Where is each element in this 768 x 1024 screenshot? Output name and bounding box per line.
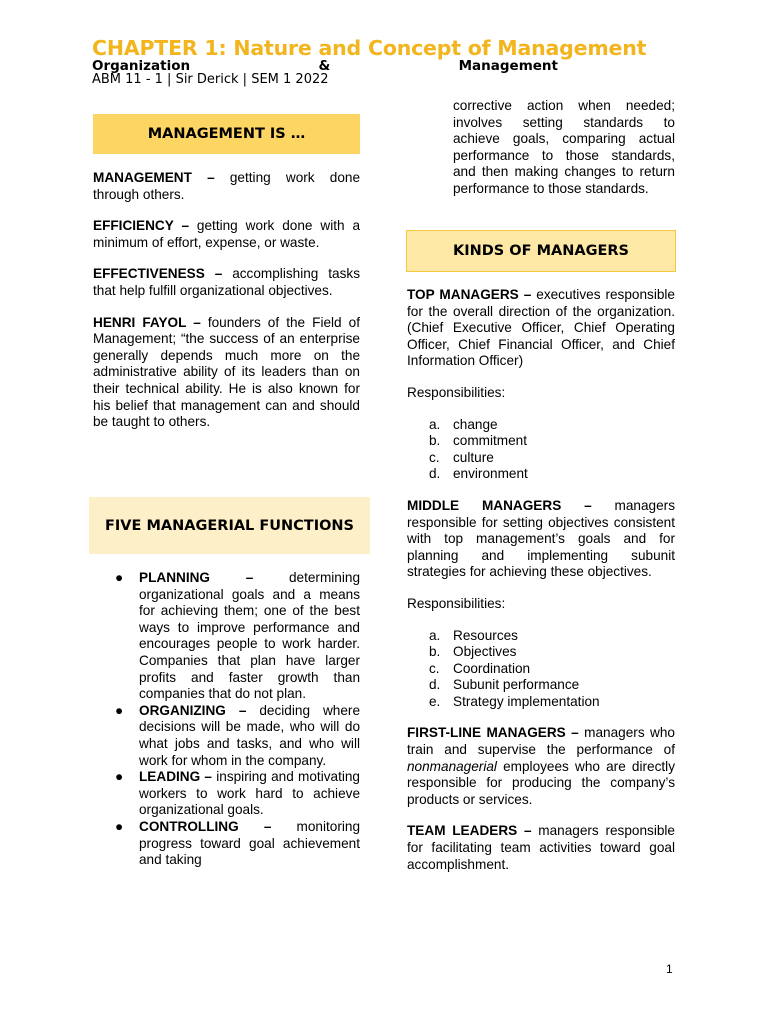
subtitle-management: Management bbox=[458, 58, 558, 74]
definition-text: accomplishing tasks that help fulfill organizational objectives. bbox=[93, 266, 360, 298]
list-item-text: Strategy implementation bbox=[453, 693, 600, 709]
definition-henri-fayol bbox=[93, 315, 360, 431]
heading-management-is: MANAGEMENT IS … bbox=[93, 114, 360, 154]
right-column-kinds bbox=[407, 287, 675, 888]
team-leaders-term: TEAM LEADERS – bbox=[407, 823, 532, 839]
first-line-text-end: employees who are directly responsible for producing the company’s products or services. bbox=[407, 758, 675, 807]
course-meta: ABM 11 - 1 | Sir Derick | SEM 1 2022 bbox=[92, 72, 329, 87]
list-item bbox=[407, 466, 675, 483]
list-item-text: environment bbox=[453, 466, 528, 482]
list-marker: b. bbox=[429, 644, 441, 660]
list-item bbox=[407, 450, 675, 467]
definition-term: HENRI FAYOL – bbox=[93, 314, 201, 330]
list-item-text: Resources bbox=[453, 627, 518, 643]
top-responsibilities-list bbox=[407, 417, 675, 483]
function-term: LEADING – bbox=[139, 769, 212, 785]
bullet-icon: ● bbox=[115, 818, 124, 834]
function-leading bbox=[93, 769, 360, 819]
definition-text: getting work done with a minimum of effort, expense, or waste. bbox=[93, 218, 361, 250]
functions-block bbox=[93, 570, 360, 869]
list-marker: e. bbox=[429, 693, 441, 709]
function-organizing bbox=[93, 703, 360, 769]
list-marker: d. bbox=[429, 466, 441, 482]
team-leaders-text: managers responsible for facilitating team activities toward goal accomplishment. bbox=[407, 823, 675, 872]
list-marker: c. bbox=[429, 660, 440, 676]
list-item bbox=[407, 433, 675, 450]
first-line-emphasis: nonmanagerial bbox=[407, 758, 497, 774]
list-marker: d. bbox=[429, 677, 441, 693]
bullet-icon: ● bbox=[115, 570, 124, 585]
list-item-text: change bbox=[453, 416, 498, 432]
function-text: determining organizational goals and a means for achieving them; one of the best ways to improve performance and encourages people to work harder. Companies that plan have larger profits and faster growth than companies that do not plan. bbox=[139, 570, 361, 702]
page-number: 1 bbox=[666, 962, 673, 976]
subtitle-organization: Organization bbox=[92, 58, 191, 74]
function-text: monitoring progress toward goal achievement and taking bbox=[139, 818, 361, 868]
function-term: PLANNING – bbox=[139, 570, 254, 585]
responsibilities-label: Responsibilities: bbox=[407, 595, 506, 611]
middle-responsibilities-list bbox=[407, 628, 675, 711]
list-item bbox=[407, 677, 675, 694]
first-line-term: FIRST-LINE MANAGERS – bbox=[407, 725, 579, 741]
list-marker: b. bbox=[429, 433, 441, 449]
responsibilities-label: Responsibilities: bbox=[407, 384, 506, 400]
middle-managers-text: managers responsible for setting objectives consistent with top management’s goals and for planning and implementing subunit strategies for achieving these objectives. bbox=[407, 497, 675, 580]
right-column-continuation bbox=[407, 98, 675, 213]
subtitle-ampersand: & bbox=[318, 58, 331, 74]
left-column bbox=[93, 170, 360, 446]
function-text: deciding where decisions will be made, who will do what jobs and tasks, and who will work for whom in the company. bbox=[139, 702, 361, 768]
middle-managers-term: MIDDLE MANAGERS – bbox=[407, 497, 592, 513]
list-item-text: Objectives bbox=[453, 644, 517, 660]
definition-term: MANAGEMENT – bbox=[93, 170, 215, 185]
list-item-text: Coordination bbox=[453, 660, 531, 676]
function-term: CONTROLLING – bbox=[139, 818, 272, 834]
list-marker: c. bbox=[429, 449, 440, 465]
top-managers-text: executives responsible for the overall direction of the organization. (Chief Executive Officer, Chief Operating Officer, Chief Financial Officer, and Chief Information Officer) bbox=[407, 287, 675, 369]
top-managers-term: TOP MANAGERS – bbox=[407, 287, 532, 302]
heading-kinds-of-managers: KINDS OF MANAGERS bbox=[406, 230, 676, 272]
list-item-text: Subunit performance bbox=[453, 677, 580, 693]
first-line-managers bbox=[407, 725, 675, 808]
list-item-text: commitment bbox=[453, 433, 528, 449]
definition-efficiency bbox=[93, 218, 360, 251]
function-controlling bbox=[93, 819, 360, 869]
list-marker: a. bbox=[429, 627, 441, 643]
bullet-icon: ● bbox=[115, 702, 124, 718]
team-leaders bbox=[407, 823, 675, 873]
list-item-text: culture bbox=[453, 449, 494, 465]
list-item bbox=[407, 661, 675, 678]
definition-term: EFFECTIVENESS – bbox=[93, 266, 223, 282]
definition-text: getting work done through others. bbox=[93, 170, 361, 202]
bullet-icon: ● bbox=[115, 769, 124, 785]
definition-management bbox=[93, 170, 360, 203]
middle-managers bbox=[407, 498, 675, 581]
list-item bbox=[407, 644, 675, 661]
function-text: inspiring and motivating workers to work hard to achieve organizational goals. bbox=[139, 769, 360, 818]
function-term: ORGANIZING – bbox=[139, 702, 247, 718]
function-planning bbox=[93, 570, 360, 703]
definition-effectiveness bbox=[93, 266, 360, 299]
list-item bbox=[407, 628, 675, 645]
chapter-title: CHAPTER 1: Nature and Concept of Management bbox=[92, 36, 647, 60]
heading-five-functions: FIVE MANAGERIAL FUNCTIONS bbox=[89, 497, 370, 554]
controlling-continuation: corrective action when needed; involves setting standards to achieve goals, comparing actual performance to those standards, and then making changes to return performance to those standards. bbox=[453, 98, 675, 196]
list-marker: a. bbox=[429, 416, 441, 432]
functions-list bbox=[93, 570, 360, 869]
definition-text: founders of the Field of Management; “the success of an enterprise generally depends much more on the administrative ability of its leaders than on their technical ability. He is also known for his belief that management can and should be taught to others. bbox=[93, 314, 361, 430]
list-item bbox=[407, 417, 675, 434]
list-item bbox=[407, 694, 675, 711]
top-managers bbox=[407, 287, 675, 370]
first-line-text: managers who train and supervise the performance of bbox=[407, 725, 675, 758]
definition-term: EFFICIENCY – bbox=[93, 218, 190, 234]
